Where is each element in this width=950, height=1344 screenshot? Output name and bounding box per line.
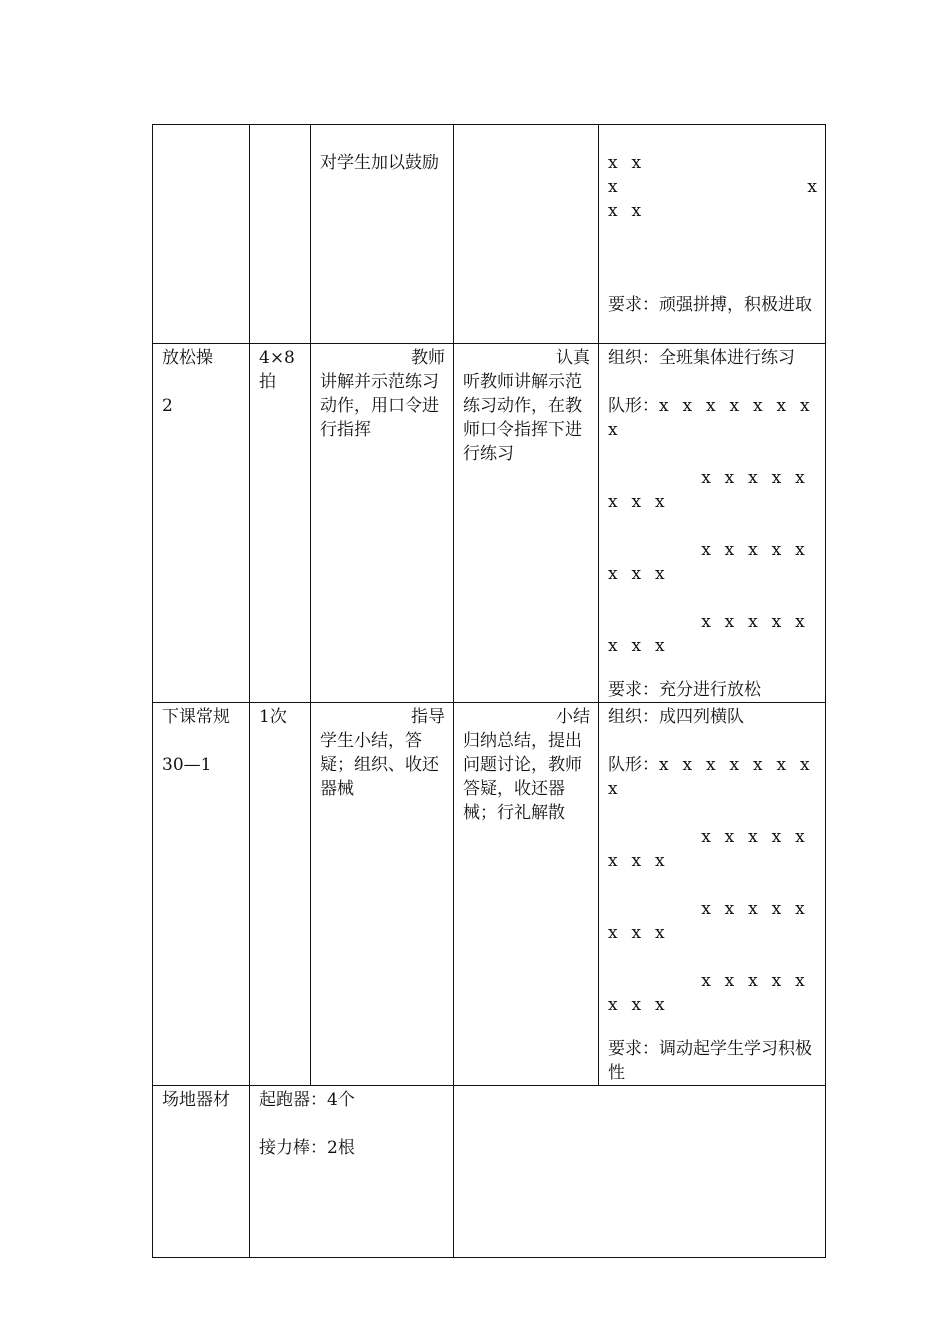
cell-segment xyxy=(153,703,250,1086)
formation-line: x x x xyxy=(608,851,669,871)
cell-empty xyxy=(454,1086,826,1258)
cell-equipment xyxy=(250,1086,454,1258)
formation-line: x x x x x xyxy=(701,899,809,919)
table-row xyxy=(153,125,826,344)
formation-line: x x x xyxy=(608,995,669,1015)
cell-teacher-activity xyxy=(311,125,454,344)
quantity-text: 1次 xyxy=(259,707,287,727)
cell-segment xyxy=(153,344,250,703)
requirement-text: 要求：充分进行放松 xyxy=(608,680,761,700)
quantity-unit: 拍 xyxy=(259,372,276,392)
cell-teacher-activity xyxy=(311,703,454,1086)
teacher-activity-text: 对学生加以鼓励 xyxy=(320,153,439,173)
cell-student-activity xyxy=(454,344,599,703)
formation-line: x x xyxy=(608,177,817,197)
student-activity-lead: 认真 xyxy=(556,348,590,368)
student-activity-text: 归纳总结，提出问题讨论，教师答疑，收还器械；行礼解散 xyxy=(463,731,582,823)
formation-line: x x xyxy=(608,153,646,173)
teacher-activity-lead: 指导 xyxy=(411,707,445,727)
cell-segment xyxy=(153,1086,250,1258)
cell-quantity xyxy=(250,344,311,703)
cell-student-activity xyxy=(454,703,599,1086)
formation-line: x x x x x xyxy=(701,468,809,488)
formation-line: x x x x x xyxy=(701,971,809,991)
formation-first-line: 队形：x x x x x x x x xyxy=(608,755,814,799)
equipment-item: 起跑器：4个 xyxy=(259,1090,355,1110)
formation-line: x x x x x xyxy=(701,540,809,560)
cell-quantity xyxy=(250,703,311,1086)
teacher-activity-text: 学生小结，答疑；组织、收还器械 xyxy=(320,731,439,799)
segment-name: 放松操 xyxy=(162,348,213,368)
cell-organization xyxy=(599,125,826,344)
formation-line: x x x x x xyxy=(701,827,809,847)
formation-line: x x x xyxy=(608,564,669,584)
segment-time: 30—1 xyxy=(162,755,212,775)
student-activity-text: 听教师讲解示范练习动作，在教师口令指挥下进行练习 xyxy=(463,372,582,464)
formation-line: x x x xyxy=(608,636,669,656)
formation-line: x x xyxy=(608,201,646,221)
table-row xyxy=(153,703,826,1086)
cell-quantity xyxy=(250,125,311,344)
cell-teacher-activity xyxy=(311,344,454,703)
cell-segment xyxy=(153,125,250,344)
requirement-text: 要求：调动起学生学习积极性 xyxy=(608,1039,812,1083)
requirement-text: 要求：顽强拼搏，积极进取 xyxy=(608,295,812,315)
cell-student-activity xyxy=(454,125,599,344)
formation-first-line: 队形：x x x x x x x x xyxy=(608,396,814,440)
lesson-plan-table xyxy=(152,124,826,1258)
quantity-text: 4×8 xyxy=(259,348,295,368)
equipment-item: 接力棒：2根 xyxy=(259,1138,355,1158)
table-row xyxy=(153,1086,826,1258)
organization-text: 组织：成四列横队 xyxy=(608,707,744,727)
segment-name: 场地器材 xyxy=(162,1090,230,1110)
formation-line: x x x xyxy=(608,923,669,943)
cell-organization xyxy=(599,703,826,1086)
table-row xyxy=(153,344,826,703)
organization-text: 组织：全班集体进行练习 xyxy=(608,348,795,368)
formation-line: x x x x x xyxy=(701,612,809,632)
student-activity-lead: 小结 xyxy=(556,707,590,727)
teacher-activity-text: 讲解并示范练习动作，用口令进行指挥 xyxy=(320,372,439,440)
teacher-activity-lead: 教师 xyxy=(411,348,445,368)
segment-name: 下课常规 xyxy=(162,707,230,727)
cell-organization xyxy=(599,344,826,703)
formation-line: x x x xyxy=(608,492,669,512)
segment-time: 2 xyxy=(162,396,173,416)
